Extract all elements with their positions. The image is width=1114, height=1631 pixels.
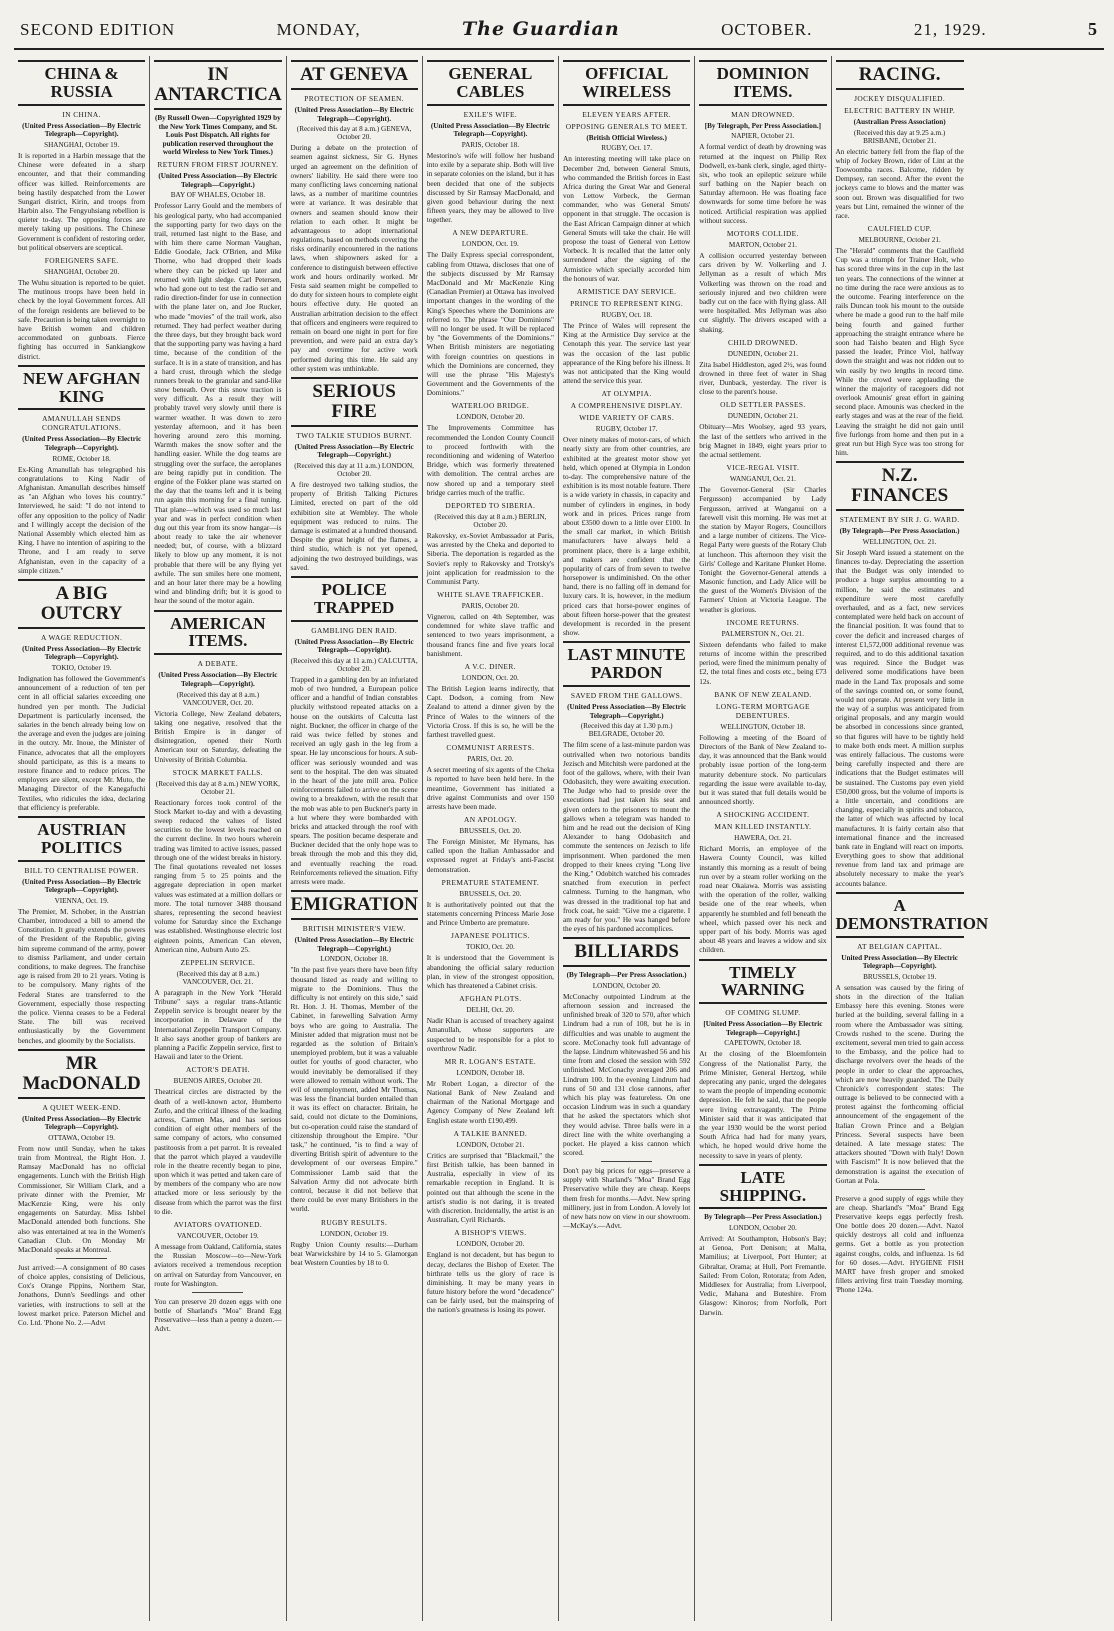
subheading: COMMUNIST ARRESTS. — [446, 743, 535, 753]
credit-line: (United Press Association—By Electric Telegraph—Copyright). — [294, 105, 414, 123]
headline: SERIOUS FIRE — [291, 377, 418, 427]
article-body: The "Herald" comments that the Caulfield Cup was a triumph for Trainer Holt, who has scored three wins in the cup in the last ten years. The connections of the winner at no time during the race were anxious as to the outcome. Fearing interference on the rails Duncan took his mount to the outside where he made a good run to the half mile being fourth and gained further approaching the straight entrance where he soon had Taisho beaten and High Syce passed the leader, Prince Viol, halfway down the straight and was not ridden out to win easily by two lengths in record time. While the crowd were applauding the winner the majority of racegoers did not overlook Amounis' great effort in gaining second place. Amounis was checked in the early stages and was at the rear of the field. Leaving the straight he did not gain until five furlongs from home and then put in a great run but High Syce was too strong for him. — [835, 246, 964, 458]
advertisement: Don't pay big prices for eggs—preserve a supply with Sharland's "Moa" Brand Egg Preservative while they are cheap. Keeps them fresh for months.—Advt. New spring millinery, just in from London. A lovely lot of new hats now on view in our showroom.—McKay's.—Advt. — [563, 1166, 691, 1230]
dateline: WELLINGTON, Oct. 21. — [862, 537, 937, 546]
dateline: LONDON, October 19. — [320, 1229, 389, 1238]
dateline: (Received this day at 8 a.m.) VANCOUVER, Oct. 20. — [176, 690, 260, 707]
article-body: Zita Isabel Hiddleston, aged 2½, was found drowned in three feet of water in Shag river, Dunback, yesterday. The river is close to the parent's house. — [699, 359, 827, 397]
subheading: PREMATURE STATEMENT. — [441, 877, 540, 887]
subheading: PROTECTION OF SEAMEN. — [304, 93, 404, 103]
subheading: AMANULLAH SENDS CONGRATULATIONS. — [41, 414, 122, 433]
subheading: MAN DROWNED. — [731, 109, 795, 119]
credit-line: (United Press Association—By Electric Telegraph—Copyright.) — [567, 703, 687, 720]
subheading: MOTORS COLLIDE. — [726, 229, 799, 239]
dateline: MARTON, October 21. — [728, 241, 797, 250]
subheading: GAMBLING DEN RAID. — [311, 625, 398, 635]
subheading: A QUIET WEEK-END. — [42, 1102, 121, 1112]
subheading: DEPORTED TO SIBERIA. — [445, 500, 536, 510]
credit-line: United Press Association—By Electric Telegraph—Copyright). — [841, 953, 958, 971]
credit-line: [United Press Association—By Electric Telegraph—Copyright.] — [703, 1020, 823, 1037]
dateline: LONDON, October 18. — [456, 1068, 525, 1077]
dateline: ROME, October 18. — [52, 454, 111, 463]
article-body: It is authoritatively pointed out that the statements concerning Princess Marie Jose and Prince Umberto are premature. — [426, 899, 554, 928]
subheading: BILL TO CENTRALISE POWER. — [24, 865, 139, 875]
dateline: (Received this day at 8 a.m.) BERLIN, October 20. — [434, 512, 547, 529]
article-body: A sensation was caused by the firing of shots in the direction of the Italian Embassy here this evening. Stones were hurled at the building, several falling in a room where the Ambassador was sitting. Crowds rushed to the scene. During the excitement, several men tried to gain access to the Embassy, and the police had to discharge revolvers over the heads of the people in order to clear the approaches, which are now heavily guarded. The Daily Chronicle's correspondent states: The outrage is believed to be connected with a protest against the forthcoming official announcement of the engagement of the Italian Crown Prince and a Belgian Princess. Several suspects have been detained. A late message states: The attackers shouted "Down with Italy! Down with Fascism!" It is now believed that the demonstration is against the execution of Gortan at Pola. — [835, 982, 964, 1185]
column-3 — [287, 56, 423, 1621]
subheading: A DEBATE. — [197, 659, 239, 669]
subheading: JOCKEY DISQUALIFIED. — [854, 93, 946, 103]
article-body: Critics are surprised that "Blackmail," the first British talkie, has been banned in Australia, especially in view of its remarkable reception in England. It is pointed out that although the scene in the artist's studio is not daring, it is treated with discretion. Incidentally, the artist is an Australian, Cyril Richards. — [426, 1150, 554, 1225]
headline: TIMELY WARNING — [699, 959, 826, 1005]
headline: MR MacDONALD — [18, 1049, 145, 1099]
dateline: PARIS, Oct. 20. — [467, 755, 514, 764]
subheading: RUGBY RESULTS. — [321, 1217, 388, 1227]
subheading: FOREIGNERS SAFE. — [44, 256, 119, 266]
divider-rule — [874, 1189, 925, 1190]
subheading: A BISHOP'S VIEWS. — [454, 1228, 527, 1238]
article-body: A message from Oakland, California, states the Russian Moscow—to—New-York aviators received a tremendous reception on arrival on Saturday from Vancouver, en route for Washington. — [154, 1242, 282, 1288]
subheading: OPPOSING GENERALS TO MEET. — [565, 121, 688, 131]
article-body: An interesting meeting will take place on December 2nd, between General Smuts, who commanded the British forces in East Africa during the Great War and General von Lettow Vorbeck, the German commander, who was General Smuts' opponent in that struggle. The occasion is the East African Campaign dinner at which General Smuts will take the chair. He will propose the toast of General von Lettow Vorbeck. It is recalled that the latter only surrendered after the signing of the Armistice which specially accorded him the honours of war. — [563, 154, 691, 283]
subheading: OLD SETTLER PASSES. — [720, 400, 806, 410]
article-body: The Premier, M. Schober, in the Austrian Chamber, introduced a bill to amend the Constitution. It greatly extends the powers of the President of the Republic, giving him supreme command of the army, power to dismiss Parliament, and under certain conditions, to make degrees. The franchise age is raised from 20 to 21 years. Voting is to be compulsory. Many rights of the Federal States are transferred to the Government, especially those respecting the police. Vienna ceases to be a Federal State. The bill was received enthusiastically by the Government benches, and gloomily by the Socialists. — [18, 906, 146, 1045]
dateline: PARIS, October 18. — [461, 140, 519, 149]
subheading: OF COMING SLUMP. — [725, 1008, 801, 1018]
subheading: AT OLYMPIA. — [601, 389, 652, 399]
article-body: Following a meeting of the Board of Directors of the Bank of New Zealand to-day, it was announced that the Bank would probably issue portion of the long-term maturity debenture stock. No particulars regarding the issue were available to-day, but it was stated that full details would be announced shortly. — [699, 732, 827, 807]
article-body: The Wuhu situation is reported to be quiet. The mutinous troops have been held in check by the loyal Government forces. All of the foreign residents are believed to be safe. Precaution is being taken overnight to have British women and children accommodated on gunboats. Fierce fighting has occurred in Sankiangkow district. — [18, 278, 146, 361]
credit-line: (United Press Association—By Electric Telegraph—Copyright.) — [294, 936, 414, 953]
dateline: DUNEDIN, October 21. — [727, 412, 798, 421]
subheading: EXILE'S WIFE. — [463, 109, 518, 119]
headline: EMIGRATION — [291, 890, 418, 920]
subheading: CAULFIELD CUP. — [867, 224, 932, 234]
credit-line: (British Official Wireless.) — [586, 133, 667, 142]
dateline: CAPETOWN, October 18. — [724, 1039, 802, 1048]
article-body: The Prince of Wales will represent the King at the Armistice Day service at the Cenotaph this year. The service last year was the occasion of the last public appearance of the King before his illness. It was not anticipated that the King would attend the service this year. — [563, 320, 691, 386]
article-body: Sixteen defendants who failed to make returns of income within the prescribed period, were fined the minimum penalty of £2, the total fines and costs etc., being £73 12s. — [699, 639, 827, 686]
credit-line: (United Press Association—By Electric Telegraph—Copyright.) — [158, 172, 278, 189]
headline: LAST MINUTE PARDON — [563, 641, 690, 687]
date-label: 21, 1929. — [913, 20, 987, 39]
article-body: Trapped in a gambling den by an infuriated mob of two hundred, a European police officer and a handful of Indian constables pluckily withstood repeated attacks on a house on the outskirts of Calcutta last night. Buckner, the officer in charge of the raid was twice felled by stones and received an ugly gash in the leg from a spear. He lay unconscious for hours. A sub-officer was seriously wounded and was sent to the hospital. The den was situated in the heart of the jute mill area. Police reinforcements failed to arrive on the scene owing to a breakdown, with the result that the mob was able to pen Buckner's party in a hut where they were bombarded with bricks and attacked through the roof with spears. The position became desperate and Buckner decided that the only hope was to break through the mob and this they did, and eventually reaching the road. Reinforcements relieved the situation. Fifty arrests were made. — [290, 674, 418, 887]
dateline: MELBOURNE, October 21. — [858, 236, 941, 245]
article-body: The Daily Express special correspondent, cabling from Ottawa, discloses that one of the subjects discussed by Mr Ramsay MacDonald and Mr MacKenzie King (Canadian Premier) at Ottawa has involved important changes in the wording of the King's Speeches where the Dominions are referred to. The phrase "Our Dominions" will no longer be used. It will be replaced by "the Governments of the Dominions." When British ministers are negotiating with foreign countries on questions in which the Dominions are concerned, they will use the phrase "His Majesty's Government and the Governments of the Dominions." — [426, 250, 554, 398]
subheading: CHILD DROWNED. — [728, 337, 798, 347]
dateline: TOKIO, October 19. — [51, 664, 112, 673]
dateline: (Received this day at 8 a.m.) VANCOUVER, Oct. 21. — [176, 969, 260, 986]
headline: A BIG OUTCRY — [18, 579, 145, 629]
dateline: BRUSSELS, Oct. 20. — [459, 827, 522, 836]
advertisement: Just arrived:—A consignment of 80 cases of choice apples, consisting of Delicious, Cox's Orange Pippins, Northern Star, Jonathons, Dunn's Seedlings and other varieties, with instructions to sell at the lowest market price. Paterson Michel and Co. Ltd. 'Phone No. 2.—Advt — [18, 1263, 146, 1327]
dateline: WANGANUI, Oct. 21. — [729, 475, 796, 484]
column-7 — [832, 56, 989, 1621]
article-body: The Foreign Minister, Mr Hymans, has called upon the Italian Ambassador and expressed regret at Friday's anti-Fascist demonstration. — [426, 837, 554, 874]
dateline: (Received this day at 11 a.m.) LONDON, October 20. — [294, 462, 414, 479]
article-body: Victoria College, New Zealand debaters, taking one negative, resolved that the British Empire is in danger of disintegration, opened their North American tour on Saturday, defeating the University of British Columbia. — [154, 708, 282, 764]
subheading: A NEW DEPARTURE. — [452, 228, 529, 238]
article-body: Theatrical circles are distracted by the death of a well-known actor, Humberto Zurlo, and the critical illness of the leading actress, Carmen Mas, and has serious condition of eight other members of the same company of actors, who consumed pastitoosis from a pet parrot. It is revealed that the parrot which played a vaudeville role in the theatre recently began to pine, upon which it was petted and taken care of by members of the company who are now attacked more or less seriously by the disease from which the parrot was the first to die. — [154, 1087, 282, 1216]
headline: AUSTRIAN POLITICS — [18, 816, 145, 862]
dateline: TOKIO, Oct. 20. — [465, 943, 515, 952]
dateline: PARIS, October 20. — [461, 602, 519, 611]
dateline: HAWERA, Oct. 21. — [734, 834, 792, 843]
headline: IN ANTARCTICA — [154, 60, 281, 110]
credit-line: (United Press Association—By Electric Telegraph—Copyright). — [294, 637, 414, 655]
dateline: DUNEDIN, October 21. — [727, 349, 798, 358]
subheading: ZEPPELIN SERVICE. — [180, 957, 256, 967]
column-2 — [150, 56, 286, 1621]
article-body: Mestorino's wife will follow her husband into exile by a separate ship. Both will live in separate colonies on the island, but it has been decided that one of the subjects discussed by Sir Ramsay MacDonald, and given good behaviour during the next fifteen years, they may be allowed to live together. — [426, 150, 554, 225]
article-body: A secret meeting of six agents of the Cheka is reported to have been held here. In the meantime, Government has initiated a drive against Communists and over 150 arrests have been made. — [426, 765, 554, 811]
dateline: OTTAWA, October 19. — [48, 1133, 115, 1142]
credit-line: (By Telegraph—Per Press Association.) — [839, 527, 960, 536]
subheading: ACTOR'S DEATH. — [185, 1065, 250, 1075]
credit-line: (United Press Association—By Electric Telegraph—Copyright). — [158, 671, 278, 688]
dateline: NAPIER, October 21. — [731, 132, 795, 141]
credit-line: (United Press Association—By Electric Telegraph—Copyright.) — [294, 442, 414, 460]
article-body: Nadir Khan is accused of treachery against Amanullah, whose supporters are suspected to be responsible for a plot to overthrow Nadir. — [426, 1016, 554, 1053]
credit-line: By Telegraph—Per Press Association.) — [704, 1213, 822, 1222]
dateline: WELLINGTON, October 18. — [720, 722, 806, 731]
credit-line: (By Telegraph—Per Press Association.) — [566, 971, 687, 980]
dateline: LONDON, Oct. 20. — [461, 674, 519, 683]
dateline: BUENOS AIRES, October 20. — [173, 1077, 263, 1086]
article-body: McConachy outpointed Lindrum at the afternoon session and increased the unfinished break of 320 to 570, after which Lindrum had a run of 108, but he is in difficulties and was unable to augment the score. McConachy took full advantage of the lapse. Lindrum whitewashed 56 and his time from and closed the session with 592 unfinished. McConachy averaged 206 and Lindrum 100. In the evening Lindrum had runs of 50 and 131 close cannons, after which his play was featureless. On one occasion Lindrum was in such a quandary that he asked the spectators which shot they would advise. Three balls were in a direct line with the white overhanging a pocket. He played a kiss cannon which scored. — [563, 991, 691, 1158]
subheading: VICE-REGAL VISIT. — [726, 463, 800, 473]
article-body: Over ninety makes of motor-cars, of which nearly sixty are from other countries, are exhibited at the greatest motor show yet held, which opened at Olympia in London to-day. The comprehensive nature of the exhibition is its most notable feature. There is a wide variety in chassis, in capacity and number of cylinders in engines, in body work and in prices. Prices range from about £3500 down to a little over £100. In the small car market, in which British manufacturers have always held a prominent place, there is a large exhibit, and makers are confident that the popularity of cars of from seven to twelve horsepower is undiminished. On the other hand, there is no falling off in demand for luxury cars. It is, however, in the medium priced cars that horse-power engines of about fifteen horse-power that the greatest development is recorded in the present show. — [563, 435, 691, 638]
article-body: The Improvements Committee has recommended the London County Council to proceed forthwith with the reconditioning and widening of Waterloo Bridge, which was formerly threatened with demolition. The central arches are now shored up and a temporary steel bridge carries much of the traffic. — [426, 423, 554, 497]
subheading: ELECTRIC BATTERY IN WHIP. — [844, 105, 956, 115]
credit-line: (By Russell Owen—Copyrighted 1929 by the New York Times Company, and St. Louis Post Dispatch. All rights for publication reserved throughout the world Wireless to New York Times.) — [154, 113, 281, 157]
article-body: "In the past five years there have been fifty thousand listed as ready and willing to migrate to the Dominions. Thus the difficulty is not entirely on this side," said Rt. Hon. J. H. Thomas, Member of the Cabinet, in farewelling Salvation Army boys who are going to Australia. The Minister added that migration must not be regarded as the solution of Britain's unemployed problem, but it was a valuable outlet for youths of good character, who would inevitably be demoralised if they were allowed to remain without work. The evil of unemployment, added Mr Thomas, was less the financial burden entailed than it was its effect on character. Britain, he said, could not dictate to the Dominions, but co-operation could raise the standard of citizenship throughout the Empire. "Our task," he continued, "is to find a way of diverting British spirit of adventure to the development of our overseas Empire." Commissioner Lamb said that the Salvation Army did not advocate birth control, because it did not believe that there could be ever many Britishers in the world. — [290, 965, 418, 1214]
dateline: DELHI, Oct. 20. — [466, 1006, 515, 1015]
dateline: BRUSSELS, Oct. 20. — [459, 889, 522, 898]
article-body: Mr Robert Logan, a director of the National Bank of New Zealand and chairman of the National Mortgage and Agency Company of New Zealand left English estate worth £190,499. — [426, 1078, 554, 1125]
subheading: AFGHAN PLOTS. — [459, 994, 522, 1004]
month-label: OCTOBER. — [721, 20, 813, 39]
edition-label: SECOND EDITION — [20, 20, 176, 39]
dateline: LONDON, October 21. — [456, 1140, 525, 1149]
article-body: A fire destroyed two talking studios, the property of British Talking Pictures Limited, erected on part of the old exhibition site at Wembley. The whole equipment was reduced to ruins. The damage is estimated at a hundred thousand. Despite the great height of the flames, a third studio, which is not yet opened, adjoining the two destroyed buildings, was saved. — [290, 480, 418, 572]
dateline: (Received this day at 8 a.m.) GENEVA, October 20. — [296, 125, 412, 142]
dateline: BAY OF WHALES, October 18. — [170, 191, 266, 200]
subheading: ARMISTICE DAY SERVICE. — [576, 286, 677, 296]
article-body: England is not decadent, but has begun to decay, declares the Bishop of Exeter. The birthrate tells us the glory of race is diminishing. It may be many years in future history before the word "decadence" can be fairly used, but the mainspring of the nation's greatness is losing its power. — [426, 1250, 554, 1315]
headline: A DEMONSTRATION — [836, 892, 964, 938]
dateline: (Received this day at 8 a.m.) NEW YORK, October 21. — [155, 779, 280, 796]
subheading: WHITE SLAVE TRAFFICKER. — [437, 590, 544, 600]
subheading: PRINCE TO REPRESENT KING. — [570, 298, 684, 308]
article-body: Ex-King Amanullah has telegraphed his congratulations to King Nadir of Afghanistan. Amanullah describes himself as "an Afghan who loves his country." Interviewed, he said: "I do not intend to offer any opposition to the policy of Nadir and I willingly accept the decision of the National Assembly which elected him as King. I have no intention of aspiring to the Throne, and I am ready to serve Afghanistan, even in the capacity of a simple citizen." — [18, 464, 146, 575]
divider-rule — [601, 1161, 652, 1162]
subheading: MR R. LOGAN'S ESTATE. — [444, 1056, 537, 1066]
subheading: AN APOLOGY. — [464, 815, 517, 825]
article-body: From now until Sunday, when he takes train from Montreal, the Right Hon. J. Ramsay MacDonald has no official engagements. Lunch with the British High Commissioner, Sir William Clark, and a private dinner with the Premier, Mr MacKenzie King, were his only engagements on Saturday. Miss Ishbel MacDonald attended both functions. She also was entertained at tea in the Women's Canadian Club. On Monday Mr MacDonald speaks at Montreal. — [18, 1143, 146, 1254]
column-6 — [695, 56, 831, 1621]
subheading: STATEMENT BY SIR J. G. WARD. — [839, 515, 960, 525]
subheading: BANK OF NEW ZEALAND. — [714, 689, 812, 699]
page-number: 5 — [1088, 19, 1098, 39]
subheading: A WAGE REDUCTION. — [41, 632, 123, 642]
article-body: The Governor-General (Sir Charles Fergusson) accompanied by Lady Fergusson, arrived at Wanganui on a farewell visit this morning. He was met at the station by Mayor Rogers, Councillors and a large number of citizens. The Vice-Regal Party were guests of the Rotary Club at luncheon. This afternoon they visit the Girls' College and Karitane Plunket Home. Tonight the Governor-General attends a Masonic function, and Lady Alice will be the guest of the Women's Division of the Farmers' Union at Victoria League. The weather is glorious. — [699, 485, 827, 614]
subheading: A SHOCKING ACCIDENT. — [716, 810, 810, 820]
dateline: SHANGHAI, October 19. — [44, 140, 120, 149]
article-body: Professor Larry Gould and the members of his geological party, who had accompanied the supporting party for two days on the trail, returned last night to the Base, and with him there came Norman Vaughan, Eddie Goodale, Jack O'Brien, and Mike Thorne, who had dropped their loads where they can be picked up later and returned with light sledge. Carl Petersen, who had gone out to test the radio set and radio direction-finder for use in connection with the plane later on, and Joe Rucker, who made "movies" of the trail work, also returned. They had perfect weather during the three days, but they brought back word that the supporting party was having a hard time, because of the condition of the surface. It is in a state of transition, and has a hard crust, through which the sledge runners break to the granular and sand-like snow beneath. Over this snow traction is very difficult. As a result they will probably travel very slowly until there is warmer weather. It was down to zero yesterday afternoon, and it has been hovering around zero this morning. Warmth makes the snow softer and the handling easier. While the dog teams are struggling over the surface, the aeroplanes are being rapidly put in condition. The engine of the Fokker plane was started on the day that the teams left and it is being run again this morning for a final tuning. That plane—which was used so much last year and was in perfect condition when dug out this year from its snow hangar—is about ready to take the air whenever needed; but, of course, with a blizzard likely to blow up any moment, it is not probable that there will be any flying yet awhile. The sun smiles here one moment, and an hour later there may be a howling wind and blinding drift; but it is good to hear the sound of the motor again. — [154, 201, 282, 606]
dateline: PALMERSTON N., Oct. 21. — [721, 629, 805, 638]
subheading: LONG-TERM MORTGAGE DEBENTURES. — [715, 701, 810, 720]
headline: DOMINION ITEMS. — [699, 60, 826, 106]
subheading: BRITISH MINISTER'S VIEW. — [302, 924, 406, 934]
article-body: Rakovsky, ex-Soviet Ambassador at Paris, was arrested by the Cheka and deported to Siberia. The deportation is regarded as the Soviet's reply to Rakovsky and Trotsky's joint application for readmission to the Communist Party. — [426, 530, 554, 586]
subheading: A V.C. DINER. — [464, 662, 516, 672]
article-body: Indignation has followed the Government's announcement of a reduction of ten per cent in all official salaries exceeding one hundred yen per month. The Judicial Department is particularly incensed, the salaries in the bench already being low on the average and even the judges are joining in the outcry. Mr. Inoue, the Minister of Finance, advocates that all the employers should participate, as this is a means to restore finance and to reduce prices. The employers are silent, except Mr. Muto, the Managing Director of the Kanegafuchi Textiles, who ridicules the idea, declaring that efficiency is preferable. — [18, 674, 146, 812]
masthead — [14, 18, 1104, 50]
dateline: (Received this day at 1.30 p.m.) BELGRADE, October 20. — [580, 722, 673, 739]
article-body: A collision occurred yesterday between cars driven by W. Volkerling and J. Jellyman as a result of which Mrs Volkerling was thrown on the road and seriously injured and two children were badly cut on the face with flying glass. All were hospitalled. Mrs Jellyman was also cut slightly. The drivers escaped with a shaking. — [699, 251, 827, 334]
article-body: A paragraph in the New York "Herald Tribune" says a regular trans-Atlantic Zeppelin service is brought nearer by the incorporation in Delaware of the International Zeppelin Transport Company. It also says another group of bankers are planning a Pacific Zeppelin service, first to Hawaii and later to the Orient. — [154, 987, 282, 1062]
article-body: The film scene of a last-minute pardon was outrivalled when two notorious bandits Jezisch and Mitchitsh were pardoned at the foot of the gallows, where, with their Ivan Odobasitch, they were awaiting execution. The Judge who had to preside over the executions had just taken his seat and given orders to the prisoners to mount the gallows when a telegram was handed to him and he read out the decision of King Alexander to hang Odobasitch and commute the sentences on Jezisch to life imprisonment. When pardoned the men dropped to their knees crying "Long live the King." Odobitch watched his comrades snatched from execution in perfect calmness. Turning to the hangman, who was dressed in the traditional top hat and frock coat, he said: "Give me a cigarette. I am ready for you." He was hanged before the eyes of his pardoned accomplices. — [563, 740, 691, 934]
dateline: LONDON, October 20. — [456, 1240, 525, 1249]
dateline: VIENNA, Oct. 19. — [54, 896, 109, 905]
headline: LATE SHIPPING. — [699, 1164, 826, 1210]
day-label: MONDAY, — [276, 20, 361, 39]
dateline: LONDON, October 20. — [456, 413, 525, 422]
article-body: An electric battery fell from the flap of the whip of Jockey Brown, rider of Lint at the Toowoomba races. Balcome, ridden by Dempsey, ran second. After the event the jockeys came to blows and the matter was soon out. Brown was disqualified for two years but Lint, remained the winner of the race. — [835, 146, 964, 220]
dateline: BRUSSELS, October 19. — [863, 972, 937, 981]
subheading: A COMPREHENSIVE DISPLAY. — [570, 401, 683, 411]
subheading: RETURN FROM FIRST JOURNEY. — [157, 160, 279, 170]
article-body: It is reported in a Harbin message that the Chinese were defeated in a sharp encounter, and that their commanding officer was killed. Reinforcements are being hastily despatched from the Lower Sungari district, Kirin, and troops from Harbin also. The Fengyuhsiang rebellion is quieter to-day. The opposing forces are merely taking up positions. The Chinese Government is confident of restoring order, but political observers are sceptical. — [18, 150, 146, 252]
dateline: RUGBY, October 17. — [595, 425, 658, 434]
dateline: LONDON, October 20. — [728, 1224, 797, 1233]
dateline: (Received this day at 9.25 a.m.) BRISBANE, October 21. — [853, 128, 946, 145]
article-body: The British Legion learns indirectly, that Capt. Dodson, a coming from New Zealand to attend a dinner given by the Prince of Wales to the winners of the Victoria Cross. If this is so, he will be the farthest travelled guest. — [426, 684, 554, 739]
dateline: RUGBY, Oct. 18. — [601, 310, 653, 319]
dateline: LONDON, October 18. — [320, 955, 389, 964]
paper-name: The Guardian — [462, 18, 620, 40]
headline: POLICE TRAPPED — [291, 576, 418, 622]
credit-line: (United Press Association—By Electric Telegraph—Copyright). — [22, 435, 142, 453]
subheading: AT BELGIAN CAPITAL. — [857, 941, 943, 951]
column-5 — [559, 56, 695, 1621]
columns-area — [14, 56, 1104, 1621]
article-body: Rugby Union County results:—Durham beat Warwickshire by 14 to 5. Glamorgan beat Western Counties by 18 to 0. — [290, 1239, 418, 1267]
divider-rule — [192, 1292, 243, 1293]
credit-line: (United Press Association—By Electric Telegraph—Copyright). — [22, 121, 142, 139]
headline: RACING. — [836, 60, 964, 90]
dateline: VANCOUVER, October 19. — [177, 1232, 259, 1241]
advertisement: Preserve a good supply of eggs while they are cheap. Sharland's "Moa" Brand Egg Preservative keeps eggs perfectly fresh. One bottle does 20 dozen.—Advt. Nazol quickly destroys all cold and influenza germs. Get a bottle as you protection against coughs, colds, and influenza. 1s 6d for 60 doses.—Advt. HYGIENE FISH MART have fresh groper and smoked fillets arriving first train Tuesday morning. 'Phone 124a. — [835, 1193, 964, 1295]
subheading: STOCK MARKET FALLS. — [172, 767, 264, 777]
subheading: TWO TALKIE STUDIOS BURNT. — [296, 430, 413, 440]
dateline: (Received this day at 11 a.m.) CALCUTTA, October 20. — [290, 656, 418, 673]
article-body: Sir Joseph Ward issued a statement on the finances to-day. Depreciating the assertion that the Budget was only intended to produce a huge surplus amounting to a million, he said the estimates and expenditure were most carefully overhauled, and as a fact, new services contemplated were held back on account of the financial position. It was found that to cover the deficit and increased charges of interest £1,572,000 additional revenue was required, and to do this additional taxation was required. Since the Budget was delivered some modifications have been made in the Land Tax proposals and some of the savings counted on, or some found, would not operate. At present very little in the way of a surplus was anticipated from original proposals, and any margin would be absorbed in concessions since granted, so that figures will have to be tightly held to make both ends meet. A million surplus was entirely fallacious. The customs were being carefully inspected and there are indications that the Budget estimates will be sustained. The Customs pay even yield £50,000 gross, but the volume of imports is a little uncertain, and conditions are changing, especially in spirits and tobacco, the latter of which was affected by local manufactures. It is fairly certain also that international finance and the increased bank rate in England will react on imports. Everything goes to show that additional revenue from land tax and primage are absolutely necessary to make the year's accounts balance. — [835, 547, 964, 888]
dateline: SHANGHAI, October 20. — [44, 268, 120, 277]
article-body: Vignerou, called on 4th September, was condemned for white slave traffic and sentenced to two years imprisonment, a thousand francs fine and five years local banishment. — [426, 612, 554, 658]
headline: BILLIARDS — [563, 937, 690, 967]
credit-line: (United Press Association—By Electric Telegraph—Copyright). — [22, 1114, 142, 1132]
article-body: Arrived: At Southampton, Hobson's Bay; at Genoa, Port Denison; at Malta, Mamilius; at Liverpool, Port Hunter; at Gibraltar, Orama; at Hull, Port Fremantle. Sailed: From Colon, Rotorata; from Aden, Middlesex for Australia; from Liverpool, Vedic, Mahana and Buteshire. From Glasgow: Kinoros; from Norfolk, Port Darwin. — [699, 1234, 827, 1317]
subheading: AVIATORS OVATIONED. — [173, 1220, 263, 1230]
article-body: Richard Morris, an employee of the Hawera County Council, was killed instantly this morning as a result of being run over by a steam roller working on the road near Okaiawa. Morris was assisting with the operation of the roller, walking beside one of the rear wheels, when apparently he stumbled and fell beneath the wheel, which passed over his neck and upper part of his body. Morris was aged about 48 years and leaves a widow and six children. — [699, 844, 827, 955]
subheading: INCOME RETURNS. — [726, 617, 800, 627]
headline: GENERAL CABLES — [427, 60, 554, 106]
article-body: Reactionary forces took control of the Stock Market to-day and with a devasting sweep reduced the values of listed securities to the lowest levels reached on the current decline. In two hours wherein trading was limited to active issues, passed through one of the widest breaks in history. The final quotations revealed net losses ranging from 5 to 25 points and the aggregate depreciation in open market values was estimated at a million dollars or more. The total turnover 3488 thousand shares, representing the second heaviest volume for Saturday since the Exchange was established. Westinghouse electric lost eighteen points, American Can eleven, American nine, Auburn Auto 25. — [154, 797, 282, 954]
article-body: Obituary—Mrs Woolsey, aged 93 years, the last of the settlers who arrived in the brig Magnet in 1849, eight years prior to the actual settlement. — [699, 422, 827, 460]
headline: CHINA & RUSSIA — [18, 60, 145, 106]
subheading: A TALKIE BANNED. — [453, 1128, 528, 1138]
subheading: MAN KILLED INSTANTLY. — [714, 822, 812, 832]
subheading: JAPANESE POLITICS. — [450, 931, 530, 941]
credit-line: (United Press Association—By Electric Telegraph—Copyright). — [22, 644, 142, 662]
advertisement: You can preserve 20 dozen eggs with one bottle of Sharland's "Moa" Brand Egg Preservative—less than a penny a dozen.—Advt. — [154, 1296, 282, 1334]
headline: NEW AFGHAN KING — [18, 365, 145, 411]
dateline: LONDON, October 20. — [592, 981, 661, 990]
subheading: WATERLOO BRIDGE. — [451, 401, 530, 411]
column-4 — [423, 56, 559, 1621]
article-body: It is understood that the Government is abandoning the official salary reduction plan, in view of the strongest opposition, which has threatened a Cabinet crisis. — [426, 953, 554, 990]
credit-line: [By Telegraph, Per Press Association.] — [704, 121, 822, 130]
headline: AMERICAN ITEMS. — [154, 610, 281, 656]
headline: AT GENEVA — [291, 60, 418, 90]
subheading: ELEVEN YEARS AFTER. — [582, 109, 672, 119]
article-body: A formal verdict of death by drowning was returned at the inquest on Philip Rex Dodwell, ex-bank clerk, single, aged thirty-six, who took an epileptic seizure while surf bathing on the Napier beach on Saturday afternoon. He was floating face downwards for some time before he was noticed. Artificial respiration was applied without success. — [699, 142, 827, 225]
dateline: RUGBY, Oct. 17. — [601, 144, 653, 153]
subheading: IN CHINA. — [62, 109, 101, 119]
dateline: LONDON, Oct. 19. — [461, 240, 519, 249]
divider-rule — [56, 1258, 107, 1259]
credit-line: (United Press Association—By Electric Telegraph—Copyright). — [22, 877, 142, 895]
credit-line: (United Press Association—By Electric Telegraph—Copyright). — [430, 121, 550, 139]
article-body: At the closing of the Bloemfontein Congress of the Nationalist Party, the Prime Minister, General Hertzog, while deprecating any panic, urged the delegates to warn the people of impending economic depression. He felt he said, that the people were living extravagantly. The Prime Minister said that it was anticipated that the year 1930 would be the worst period South Africa had had for many years, which, he hoped would drive home the necessity to save in years of plenty. — [699, 1049, 827, 1160]
subheading: SAVED FROM THE GALLOWS. — [570, 691, 683, 701]
article-body: During a debate on the protection of seamen against sickness, Sir G. Hynes urged an agreement on the definition of owners' liability. He said there were too many conflicting laws concerning national laws, as a number of maritime countries were at variance. It was desirable that owners and seamen should know their relation to each other. It might be advantageous to adopt international regulations, based on methods covering the risks ordinarily encountered in the nations laws, when shipowners asked for a conference to distinguish between effective work and hours ordinarily worked. Mr Festa said seamen might be compelled to do duty for sixteen hours to complete eight hours effective duty. He quoted an Australian arbitration decision to the effect that officers and engineers were required to remain on board one night in port for fire prevention, and were paid an extra day's pay and overtime for active work performed during this time. He said any other system was unthinkable. — [290, 143, 418, 373]
headline: N.Z. FINANCES — [836, 461, 964, 511]
headline: OFFICIAL WIRELESS — [563, 60, 690, 106]
credit-line: (Australian Press Association) — [853, 117, 946, 126]
column-1 — [14, 56, 150, 1621]
subheading: WIDE VARIETY OF CARS. — [579, 413, 675, 423]
